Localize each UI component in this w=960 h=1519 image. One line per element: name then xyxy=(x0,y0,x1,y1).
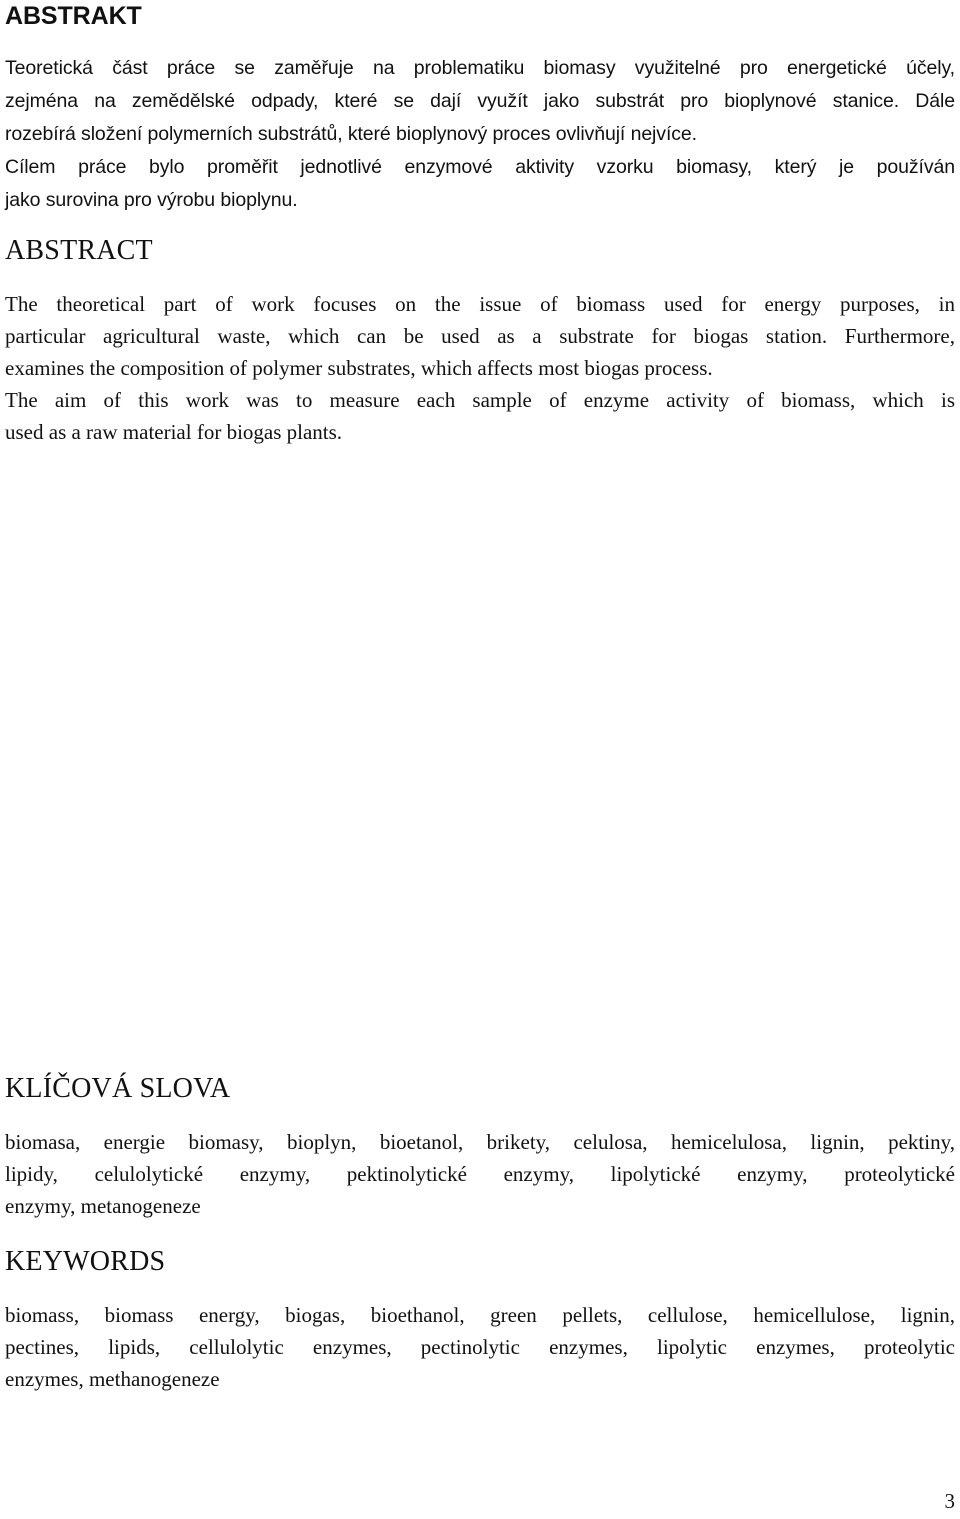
klicova-slova-line-1: biomasa, energie biomasy, bioplyn, bioetanol, brikety, celulosa, hemicelulosa, lignin, pektiny, xyxy=(5,1130,955,1154)
abstract-line-1: The theoretical part of work focuses on the issue of biomass used for energy purposes, in xyxy=(5,292,955,316)
heading-klicova-slova: KLÍČOVÁ SLOVA xyxy=(5,1073,231,1104)
keywords-line-2: pectines, lipids, cellulolytic enzymes, pectinolytic enzymes, lipolytic enzymes, proteolytic xyxy=(5,1335,955,1359)
abstrakt-line-5: jako surovina pro výrobu bioplynu. xyxy=(5,189,298,211)
abstract-line-2: particular agricultural waste, which can be used as a substrate for biogas station. Furthermore, xyxy=(5,324,955,348)
abstract-line-3: examines the composition of polymer substrates, which affects most biogas process. xyxy=(5,356,713,380)
abstrakt-line-2: zejména na zemědělské odpady, které se dají využít jako substrát pro bioplynové stanice. Dále xyxy=(5,90,955,112)
abstract-paragraph xyxy=(5,288,955,448)
klicova-slova-line-2: lipidy, celulolytické enzymy, pektinolytické enzymy, lipolytické enzymy, proteolytické xyxy=(5,1162,955,1186)
abstrakt-paragraph xyxy=(5,52,955,217)
klicova-slova-paragraph xyxy=(5,1126,955,1222)
abstrakt-line-1: Teoretická část práce se zaměřuje na problematiku biomasy využitelné pro energetické účely, xyxy=(5,57,955,79)
klicova-slova-line-3: enzymy, metanogeneze xyxy=(5,1194,201,1218)
abstract-line-5: used as a raw material for biogas plants. xyxy=(5,420,343,444)
abstrakt-line-3: rozebírá složení polymerních substrátů, které bioplynový proces ovlivňují nejvíce. xyxy=(5,123,697,145)
heading-abstract: ABSTRACT xyxy=(5,235,153,266)
keywords-line-3: enzymes, methanogeneze xyxy=(5,1367,220,1391)
heading-keywords: KEYWORDS xyxy=(5,1246,166,1277)
heading-abstrakt: ABSTRAKT xyxy=(5,2,142,30)
keywords-paragraph xyxy=(5,1299,955,1395)
keywords-line-1: biomass, biomass energy, biogas, bioethanol, green pellets, cellulose, hemicellulose, lignin, xyxy=(5,1303,955,1327)
abstrakt-line-4: Cílem práce bylo proměřit jednotlivé enzymové aktivity vzorku biomasy, který je používán xyxy=(5,156,955,178)
page-number: 3 xyxy=(944,1489,955,1513)
abstract-line-4: The aim of this work was to measure each sample of enzyme activity of biomass, which is xyxy=(5,388,955,412)
